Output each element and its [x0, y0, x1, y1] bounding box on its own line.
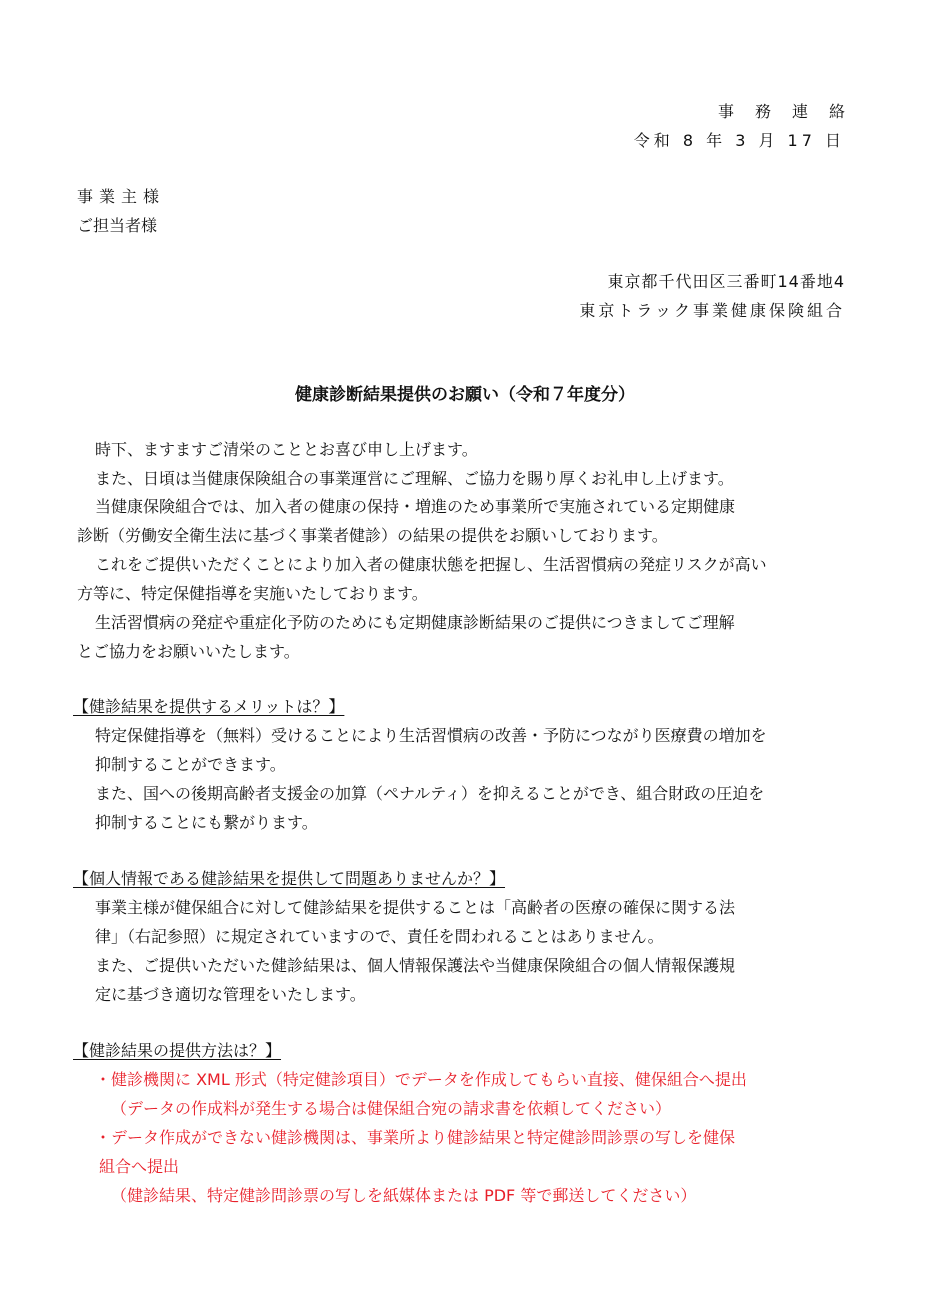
- section-merits-line: 抑制することができます。: [95, 755, 286, 774]
- intro-line: 方等に、特定保健指導を実施いたしております。: [77, 584, 428, 603]
- method-item-xml: ・健診機関に XML 形式（特定健診項目）でデータを作成してもらい直接、健保組合へ提出: [95, 1070, 747, 1089]
- intro-line: 時下、ますますご清栄のこととお喜び申し上げます。: [95, 440, 478, 459]
- section-merits-line: 抑制することにも繋がります。: [95, 813, 318, 832]
- section-merits-line: また、国への後期高齢者支援金の加算（ペナルティ）を抑えることができ、組合財政の圧迫を: [95, 784, 765, 803]
- section-method-heading: 【健診結果の提供方法は？】: [73, 1041, 282, 1060]
- intro-line: これをご提供いただくことにより加入者の健康状態を把握し、生活習慣病の発症リスクが高い: [95, 555, 767, 574]
- sender-organization: 東京トラック事業健康保険組合: [579, 301, 845, 320]
- recipient-employer: 事業主様: [77, 187, 166, 206]
- document-type: 事務連絡: [717, 102, 866, 121]
- method-item-paper-note: （健診結果、特定健診問診票の写しを紙媒体または PDF 等で郵送してください）: [111, 1186, 697, 1205]
- method-item-paper-cont: 組合へ提出: [99, 1157, 180, 1176]
- section-merits-line: 特定保健指導を（無料）受けることにより生活習慣病の改善・予防につながり医療費の増加を: [95, 726, 767, 745]
- section-privacy-line: 定に基づき適切な管理をいたします。: [95, 985, 366, 1004]
- section-privacy-line: 事業主様が健保組合に対して健診結果を提供することは「高齢者の医療の確保に関する法: [95, 898, 736, 917]
- intro-line: 診断（労働安全衛生法に基づく事業者健診）の結果の提供をお願いしております。: [77, 526, 668, 545]
- intro-line: 生活習慣病の発症や重症化予防のためにも定期健康診断結果のご提供につきましてご理解: [95, 613, 735, 632]
- intro-line: 当健康保険組合では、加入者の健康の保持・増進のため事業所で実施されている定期健康: [95, 497, 736, 516]
- section-privacy-heading: 【個人情報である健診結果を提供して問題ありませんか？】: [73, 869, 506, 888]
- section-privacy-line: 律」（右記参照）に規定されていますので、責任を問われることはありません。: [95, 927, 664, 946]
- document-title: 健康診断結果提供のお願い（令和７年度分）: [295, 385, 635, 405]
- document-date: 令和 8 年 3 月 17 日: [633, 131, 845, 150]
- section-merits-heading: 【健診結果を提供するメリットは？】: [73, 697, 345, 716]
- method-item-xml-note: （データの作成料が発生する場合は健保組合宛の請求書を依頼してください）: [111, 1099, 672, 1118]
- method-item-paper: ・データ作成ができない健診機関は、事業所より健診結果と特定健診問診票の写しを健保: [95, 1128, 736, 1147]
- intro-line: とご協力をお願いいたします。: [77, 642, 300, 661]
- intro-line: また、日頃は当健康保険組合の事業運営にご理解、ご協力を賜り厚くお礼申し上げます。: [95, 469, 734, 488]
- recipient-person-in-charge: ご担当者様: [77, 216, 158, 235]
- sender-address: 東京都千代田区三番町14番地4: [607, 272, 845, 291]
- section-privacy-line: また、ご提供いただいた健診結果は、個人情報保護法や当健康保険組合の個人情報保護規: [95, 956, 736, 975]
